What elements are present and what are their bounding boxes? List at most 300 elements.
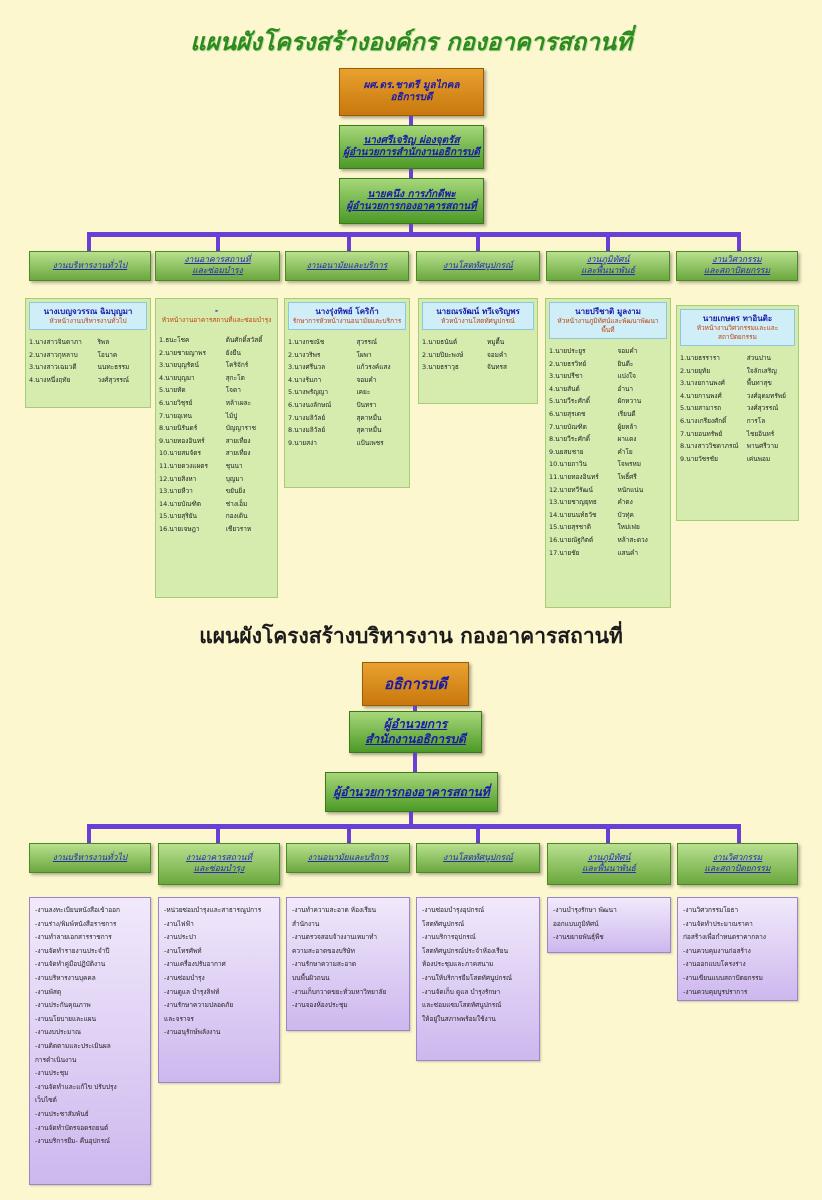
connector — [413, 753, 417, 773]
staff-row — [159, 334, 274, 347]
task-item: -งานดูแล บำรุงลิฟท์ — [164, 987, 220, 996]
staff-last-name: บุญมา — [225, 474, 244, 483]
mgmt-unit-general-admin: งานบริหารงานทั่วไป — [29, 843, 151, 873]
staff-last-name: บัวทุ่ค — [617, 510, 634, 519]
staff-last-name: คำโย — [617, 447, 633, 456]
staff-row — [549, 433, 667, 446]
mgmt-unit-building-maintenance: งานอาคารสถานที่ และซ่อมบำรุง — [158, 843, 280, 885]
staff-first-name: 16.นายเจษฎา — [159, 524, 200, 533]
staff-row — [549, 395, 667, 408]
task-item: ให้อยู่ในสภาพพร้อมใช้งาน — [422, 1014, 496, 1023]
unit-head-role: หัวหน้างานวิศวกรรมและและสถาปัตยกรรม — [696, 324, 779, 341]
staff-row — [159, 435, 274, 448]
staff-last-name: จันทรส — [486, 363, 507, 372]
staff-last-name: โอนาค — [97, 350, 118, 359]
staff-first-name: 10.นายถาวิน — [549, 460, 587, 469]
staff-last-name: เคยะ — [356, 388, 371, 397]
task-item: สำนักงาน — [292, 919, 320, 928]
staff-row — [159, 485, 274, 498]
staff-first-name: 1.นายธรรารา — [680, 354, 720, 362]
task-panel-building-maintenance — [158, 897, 280, 1083]
task-item: และจราจร — [164, 1014, 194, 1023]
staff-row — [680, 390, 795, 403]
staff-panel-landscape — [545, 298, 671, 608]
task-panel-landscape — [547, 897, 671, 953]
task-item: -งานบริหารงานบุคคล — [35, 973, 96, 982]
staff-row — [549, 370, 667, 383]
staff-last-name: ยังยืน — [225, 348, 241, 357]
connector — [476, 232, 480, 252]
office-director-role: ผู้อำนวยการสำนักงานอธิการบดี — [343, 147, 480, 158]
org-chart-title: แผนผังโครงสร้างองค์กร กองอาคารสถานที่ — [190, 27, 632, 56]
unit-head-card — [159, 302, 274, 328]
division-director-name: นายคนึง การภักดีพะ — [367, 189, 456, 200]
staff-last-name: หนักแน่น — [617, 485, 644, 494]
unit-head-role: หัวหน้างานภูมิทัศน์และพัฒนาพัฒนาพื้นที่ — [557, 317, 659, 334]
staff-first-name: 6.นายวิชุรย์ — [159, 398, 193, 407]
staff-first-name: 4.นายสันต์ — [549, 384, 580, 393]
task-item: -งานจัดเก็บ ดูแล บำรุงรักษา — [422, 987, 501, 996]
staff-row — [159, 460, 274, 473]
staff-last-name: ผักหวาน — [617, 397, 642, 406]
staff-panel-general-admin — [25, 298, 151, 408]
unit-landscape: งานภูมิทัศน์ และพื้นนาพันธ์ — [546, 251, 670, 281]
mgmt-office-box — [349, 711, 482, 753]
mgmt-office-line1: ผู้อำนวยการ — [383, 717, 448, 731]
staff-first-name: 1.นายประยูร — [549, 347, 586, 355]
staff-last-name: กองเดิน — [225, 512, 248, 521]
staff-row — [549, 458, 667, 471]
staff-row — [159, 523, 274, 536]
staff-first-name: 1.นางสาวจินดาภา — [29, 338, 82, 346]
staff-last-name: นนทะธรรม — [97, 363, 130, 372]
staff-first-name: 9.นายสง่า — [288, 438, 317, 447]
staff-first-name: 5.นางพรัญญา — [288, 388, 328, 397]
horizontal-connector — [87, 232, 740, 237]
staff-first-name: 3.นายปรีชา — [549, 372, 583, 381]
staff-last-name: การโล — [746, 416, 766, 425]
staff-last-name: ผู้ยหล้า — [617, 422, 637, 431]
staff-row — [159, 510, 274, 523]
staff-first-name: 2.นายธรวิทย์ — [549, 359, 587, 368]
staff-first-name: 5.นายวีระศักดิ์ — [549, 397, 591, 406]
unit-head-card — [549, 302, 667, 339]
staff-row — [549, 471, 667, 484]
staff-last-name: โจพรหม — [617, 460, 642, 469]
staff-first-name: 8.นางมลิวัลย์ — [288, 426, 326, 435]
staff-last-name: พื้นทาสุข — [746, 379, 772, 388]
staff-row — [680, 415, 795, 428]
task-item: -งานขยายพันธุ์พืช — [553, 933, 604, 942]
staff-row — [549, 408, 667, 421]
staff-row — [549, 521, 667, 534]
staff-first-name: 8.นายนิรันดร์ — [159, 424, 198, 433]
task-item: -งานติดตามและประเมินผล — [35, 1041, 111, 1050]
division-director-box — [339, 178, 484, 224]
staff-row — [159, 397, 274, 410]
staff-first-name: 9.นายทองอินทร์ — [159, 436, 205, 445]
staff-last-name: สุกะโต — [225, 373, 245, 382]
mgmt-director-box — [325, 772, 498, 812]
staff-first-name: 12.นายทวีรัฒน์ — [549, 485, 593, 494]
task-item: -งานประชุม — [35, 1069, 69, 1078]
mgmt-rector-label: อธิการบดี — [384, 675, 447, 693]
staff-first-name: 2.นางวริพร — [288, 350, 321, 359]
staff-row — [422, 361, 534, 374]
task-panel-engineering — [677, 897, 798, 1001]
connector — [87, 232, 91, 252]
staff-last-name: สายเที่ยง — [225, 436, 251, 445]
staff-row — [29, 374, 147, 387]
staff-last-name: ช่างเอ็ม — [225, 499, 248, 508]
staff-last-name: โจดา — [225, 386, 241, 395]
staff-first-name: 8.นางสาววิชดาภรณ์ — [680, 442, 739, 451]
staff-first-name: 7.นายบัณฑิต — [549, 422, 587, 431]
staff-last-name: เชียวราห — [225, 524, 252, 533]
staff-last-name: แป้นเพชร — [356, 438, 384, 447]
connector — [737, 232, 741, 252]
task-item: -งานวิศวกรรมโยธา — [683, 906, 739, 914]
task-item: ออกแบบภูมิทัศน์ — [553, 919, 599, 928]
staff-row — [29, 361, 147, 374]
staff-row — [288, 412, 406, 425]
rector-box — [339, 68, 484, 116]
unit-engineering: งานวิศวกรรม และสถาปัตยกรรม — [676, 251, 798, 281]
staff-first-name: 14.นายนนท์ธวัช — [549, 510, 597, 519]
staff-row — [680, 428, 795, 441]
unit-head-card — [680, 309, 795, 346]
staff-first-name: 6.นายสุรเดช — [549, 409, 586, 418]
task-item: -งานประปา — [164, 933, 197, 942]
connector — [606, 824, 610, 844]
staff-last-name: จอมคำ — [486, 350, 507, 359]
connector — [476, 824, 480, 844]
rector-role: อธิการบดี — [390, 92, 433, 103]
task-item: -งานจัดทำและแก้ไข ปรับปรุง — [35, 1082, 117, 1091]
staff-first-name: 4.นางหนึ่งฤทัย — [29, 375, 71, 384]
mgmt-director-label: ผู้อำนวยการกองอาคารสถานที่ — [333, 784, 490, 799]
task-item: -งานบริการอุปกรณ์ — [422, 933, 476, 942]
staff-row — [549, 547, 667, 560]
task-item: -งานร่าง/พิมพ์หนังสือราชการ — [35, 919, 117, 928]
task-item: -งานนโยบายและแผน — [35, 1014, 97, 1023]
task-item: ห้องประชุมและภาคสนาม — [422, 960, 494, 969]
task-item: -งานไฟฟ้า — [164, 919, 194, 928]
task-item: -งานโทรศัพท์ — [164, 946, 202, 955]
task-item: -งานซ่อมบำรุง — [164, 973, 205, 982]
staff-row — [159, 473, 274, 486]
staff-last-name: หมูตื้น — [486, 338, 505, 346]
staff-row — [159, 410, 274, 423]
task-item: -งานพัสดุ — [35, 987, 62, 996]
staff-last-name: ต้นศักดิ์สวัสดิ์ — [225, 336, 263, 344]
mgmt-unit-audiovisual: งานโสตทัศนูปกรณ์ — [416, 843, 540, 873]
task-panel-audiovisual — [416, 897, 540, 1061]
unit-head-role: หัวหน้างานบริหารงานทั่วไป — [49, 317, 127, 325]
staff-first-name: 11.นายดวงแผตร — [159, 461, 208, 470]
staff-first-name: 1.นางกชณัช — [288, 338, 325, 346]
staff-first-name: 2.นายปิยะพงษ์ — [422, 350, 464, 359]
staff-last-name: ยินดีะ — [617, 359, 634, 368]
staff-row — [159, 422, 274, 435]
office-director-box — [339, 125, 484, 169]
staff-last-name: ผาแดง — [617, 435, 637, 444]
staff-first-name: 6.นางนงลักษณ์ — [288, 400, 332, 409]
unit-head-name: นางเบญจวรรณ ฉิมบุญมา — [43, 307, 133, 316]
task-item: -งานจัดทำบัตรจอดรถยนต์ — [35, 1123, 109, 1132]
staff-first-name: 12.นายสิงหา — [159, 474, 197, 483]
staff-first-name: 7.นายอนทรัพย์ — [680, 429, 723, 438]
staff-row — [422, 336, 534, 349]
staff-first-name: 2.นายยุทัย — [680, 366, 711, 375]
staff-row — [680, 377, 795, 390]
mgmt-office-line2: สำนักงานอธิการบดี — [365, 732, 466, 746]
staff-last-name: ขยันยิ่ง — [225, 487, 246, 496]
staff-last-name: เค่นพอม — [746, 454, 771, 463]
task-item: -งานตรวจสอบจ้างงานเหมาทำ — [292, 933, 378, 942]
staff-last-name: คำดง — [617, 498, 633, 507]
task-item: -งานให้บริการยืมโสตทัศนูปกรณ์ — [422, 973, 512, 982]
unit-head-role: หัวหน้างานโสตทัศนูปกรณ์ — [441, 317, 515, 325]
task-item: โสตทัศนูปกรณ์ — [422, 919, 465, 928]
mgmt-unit-health-services: งานอนามัยและบริการ — [286, 843, 410, 873]
staff-last-name: ไม้ปู — [225, 411, 238, 420]
unit-head-role: หัวหน้างานอาคารสถานที่และซ่อมบำรุง — [161, 316, 272, 324]
task-item: -งานซ่อมบำรุงอุปกรณ์ — [422, 906, 485, 914]
staff-last-name: เรียนดี — [617, 409, 636, 418]
staff-last-name: ใหม่เฟย — [617, 523, 640, 532]
staff-panel-engineering — [676, 305, 799, 521]
staff-row — [680, 453, 795, 466]
staff-row — [549, 421, 667, 434]
staff-first-name: 2.นางสาวกุหลาบ — [29, 350, 78, 359]
connector — [347, 232, 351, 252]
staff-row — [549, 496, 667, 509]
unit-head-card — [422, 302, 534, 330]
staff-last-name: โคริจักร์ — [225, 361, 249, 370]
task-item: -งานควบคุมบูรปราการ — [683, 987, 748, 996]
connector — [737, 824, 741, 844]
staff-last-name: วงศ์สุวรรณ์ — [97, 375, 130, 384]
staff-first-name: 7.นางมลิวัลย์ — [288, 413, 326, 422]
task-item: -งานประกันคุณภาพ — [35, 1001, 91, 1010]
staff-first-name: 16.นายณัฐกิตต์ — [549, 535, 594, 544]
staff-row — [288, 361, 406, 374]
staff-first-name: 1.ธนะโชค — [159, 336, 190, 344]
staff-row — [549, 534, 667, 547]
unit-head-card — [288, 302, 406, 330]
staff-last-name: สายเที่ยง — [225, 449, 251, 458]
staff-row — [159, 347, 274, 360]
staff-first-name: 9.นยสมชาย — [549, 447, 584, 456]
staff-first-name: 10.นายสมจัตร — [159, 449, 202, 458]
unit-health-services: งานอนามัยและบริการ — [285, 251, 409, 281]
staff-last-name: ริพล — [97, 338, 110, 346]
staff-first-name: 1.นายธนันต์ — [422, 338, 458, 346]
task-item: -งานควบคุมงานก่อสร้าง — [683, 946, 751, 955]
staff-row — [549, 509, 667, 522]
staff-row — [549, 383, 667, 396]
staff-last-name: สุวรรณ์ — [356, 338, 378, 346]
staff-row — [422, 349, 534, 362]
task-item: ความสะอาดของบริษัท — [292, 946, 355, 955]
horizontal-connector — [87, 824, 740, 829]
staff-last-name: แก้วรงค์แสง — [356, 363, 391, 372]
task-item: เว็บไซต์ — [35, 1096, 57, 1105]
staff-row — [159, 372, 274, 385]
staff-first-name: 4.นายกานพงศ์ — [680, 391, 722, 400]
connector — [347, 824, 351, 844]
staff-first-name: 11.นายทองอินทร์ — [549, 472, 599, 481]
rector-name: ผศ.ดร.ชาตรี มูลไกคล — [363, 80, 460, 91]
task-item: -งานเขียนแบบสถาปัตยกรรม — [683, 973, 763, 982]
staff-row — [288, 336, 406, 349]
staff-last-name: โผพา — [356, 350, 372, 359]
staff-last-name: สุคาหมื่น — [356, 426, 382, 435]
staff-last-name: อำนา — [617, 384, 634, 393]
mgmt-unit-engineering: งานวิศวกรรม และสถาปัตยกรรม — [677, 843, 798, 885]
staff-panel-audiovisual — [418, 298, 538, 404]
staff-row — [288, 349, 406, 362]
staff-last-name: หล้าเผละ — [225, 398, 252, 407]
task-item: -หน่วยซ่อมบำรุงและสาธารณูปการ — [164, 906, 262, 914]
unit-head-card — [29, 302, 147, 330]
staff-row — [288, 374, 406, 387]
connector — [606, 232, 610, 252]
staff-last-name: บัญญาราช — [225, 424, 257, 433]
staff-row — [29, 349, 147, 362]
staff-last-name: ส่วนปาน — [746, 354, 771, 362]
task-item: -งานทำความสะอาด ห้องเรียน — [292, 906, 377, 914]
staff-row — [159, 359, 274, 372]
unit-general-admin: งานบริหารงานทั่วไป — [29, 251, 151, 281]
unit-head-role: รักษาการหัวหน้างานอนามัยและบริการ — [292, 317, 402, 325]
staff-row — [288, 437, 406, 450]
staff-row — [680, 440, 795, 453]
staff-first-name: 7.นายอุเทน — [159, 411, 192, 420]
staff-row — [549, 345, 667, 358]
staff-row — [549, 358, 667, 371]
staff-row — [549, 484, 667, 497]
staff-row — [680, 352, 795, 365]
staff-first-name: 17.นายชัย — [549, 548, 580, 557]
staff-first-name: 3.นางยกานพงศ์ — [680, 379, 725, 388]
task-item: -งานรักษาความสะอาด — [292, 960, 357, 969]
staff-first-name: 6.นางเกรียงศักดิ์ — [680, 416, 727, 425]
task-item: -งานเก็บกวาดขยะทั่วมหาวิทยาลัย — [292, 987, 387, 996]
task-item: การดำเนินงาน — [35, 1055, 77, 1064]
staff-last-name: ปันทรา — [356, 400, 377, 409]
task-item: โสตทัศนูปกรณ์ประจำห้องเรียน — [422, 946, 509, 955]
task-item: -งานจัดทำรายงานประจำปี — [35, 946, 110, 955]
task-panel-health-services — [286, 897, 410, 1031]
staff-last-name: แสนคำ — [617, 548, 639, 557]
task-item: -งานลงทะเบียนหนังสือเข้าออก — [35, 906, 120, 914]
staff-last-name: วงศ์อุดมทรัพย์ — [746, 391, 786, 400]
task-item: -งานจัดทำประมาณราคา — [683, 919, 753, 928]
office-director-name: นางศรีเจริญ ผ่องจุตรัส — [363, 135, 460, 146]
staff-last-name: วงศ์สุวรรณ์ — [746, 404, 779, 413]
mgmt-unit-landscape: งานภูมิทัศน์ และพื้นนาพันธ์ — [547, 843, 671, 885]
staff-first-name: 4.นางร้มภา — [288, 375, 322, 384]
staff-row — [549, 446, 667, 459]
task-item: -งานอนุรักษ์พลังงาน — [164, 1028, 221, 1037]
staff-panel-building-maintenance — [155, 298, 278, 598]
mgmt-rector-box — [362, 662, 469, 706]
connector — [216, 232, 220, 252]
task-item: บนพื้นผิวถนน — [292, 973, 330, 982]
staff-last-name: ชุนนา — [225, 461, 243, 470]
staff-last-name: แปงใจ — [617, 372, 636, 381]
unit-head-name: - — [214, 306, 219, 315]
staff-first-name: 15.นายสุรชาติ — [549, 523, 591, 532]
unit-building-maintenance: งานอาคารสถานที่ และซ่อมบำรุง — [155, 251, 280, 281]
task-item: -งานเครื่องปรับอากาศ — [164, 960, 226, 969]
staff-row — [288, 399, 406, 412]
staff-row — [159, 447, 274, 460]
staff-row — [159, 384, 274, 397]
task-panel-general-admin — [29, 897, 151, 1185]
staff-last-name: จอมคำ — [356, 375, 377, 384]
task-item: -งานประชาสัมพันธ์ — [35, 1109, 89, 1118]
task-item: -งานรักษาความปลอดภัย — [164, 1001, 234, 1010]
staff-first-name: 5.นายสามารถ — [680, 404, 722, 413]
unit-head-name: นางรุ่งทิพย์ โคริก้า — [315, 307, 379, 316]
division-director-role: ผู้อำนวยการกองอาคารสถานที่ — [346, 201, 477, 212]
unit-head-name: นายปรีชาติ มูลงาม — [575, 307, 641, 316]
task-item: -งานงบประมาณ — [35, 1028, 81, 1037]
staff-first-name: 3.นางศรีนวล — [288, 363, 326, 372]
staff-first-name: 3.นางสาวเฉมวดี — [29, 363, 77, 372]
task-item: และซ่อมแซมโสตทัศนูปกรณ์ — [422, 1001, 502, 1010]
staff-first-name: 2.นายชายญาพร — [159, 348, 206, 357]
staff-row — [29, 336, 147, 349]
connector — [87, 824, 91, 844]
staff-last-name: ไชยอินทร์ — [746, 429, 775, 438]
task-item: -งานจองห้องประชุม — [292, 1001, 348, 1010]
task-item: -งานออกแบบโครงร่าง — [683, 960, 746, 969]
staff-row — [680, 402, 795, 415]
staff-last-name: สุคาหมื่น — [356, 413, 382, 422]
staff-row — [288, 386, 406, 399]
staff-last-name: ใจลักเสริญ — [746, 366, 777, 375]
unit-head-name: นายเกษตร ทาอินติะ — [702, 314, 773, 323]
staff-last-name: จอมคำ — [617, 347, 638, 355]
unit-audiovisual: งานโสตทัศนูปกรณ์ — [416, 251, 540, 281]
staff-first-name: 13.นายหีวา — [159, 487, 193, 496]
staff-first-name: 13.นายชาญยุทธ — [549, 498, 597, 507]
task-item: -งานทำลายเอกสารราชการ — [35, 933, 112, 942]
management-chart-title: แผนผังโครงสร้างบริหารงาน กองอาคารสถานที่ — [199, 623, 623, 648]
staff-first-name: 3.นายธราวุธ — [422, 363, 459, 372]
staff-first-name: 14.นายบัณฑิต — [159, 499, 202, 508]
staff-first-name: 4.นายบุญมา — [159, 373, 195, 382]
unit-head-name: นายณรงัฒน์ ทวีเจริญพร — [436, 307, 520, 316]
staff-first-name: 8.นายวีระศักดิ์ — [549, 435, 591, 444]
staff-last-name: พานศรีวาม — [746, 442, 779, 451]
task-item: -งานบริการยืม- คืนอุปกรณ์ — [35, 1137, 111, 1146]
connector — [216, 824, 220, 844]
staff-first-name: 9.นายวัชรชัย — [680, 454, 718, 463]
task-item: -งานจัดทำคู่มือปฏิบัติงาน — [35, 960, 106, 969]
staff-last-name: หล้าสะดวง — [617, 535, 648, 544]
staff-first-name: 3.นายบุญรัตน์ — [159, 361, 199, 370]
staff-last-name: โพธิ์ศรี — [617, 472, 637, 481]
task-item: -งานบำรุงรักษา พัฒนา — [553, 906, 617, 914]
staff-row — [288, 424, 406, 437]
staff-first-name: 5.นายทัด — [159, 386, 186, 395]
staff-row — [680, 365, 795, 378]
